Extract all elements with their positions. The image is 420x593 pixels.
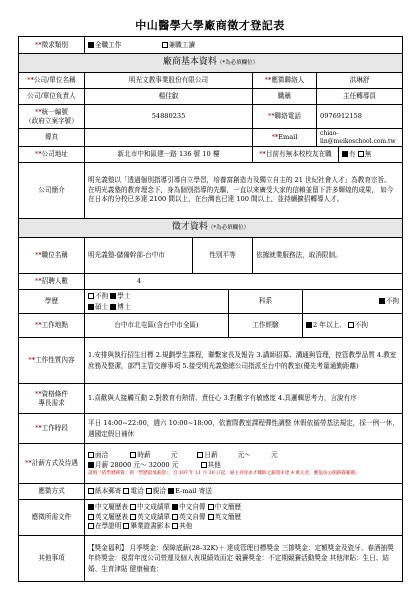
registration-form: [18, 16, 402, 582]
apply-options: [85, 484, 403, 500]
checkbox-icon[interactable]: [88, 488, 94, 494]
checkbox-icon[interactable]: [88, 42, 94, 48]
other-label: 其他事項: [19, 536, 85, 582]
hours-label: **工作時段: [19, 414, 85, 444]
edu-option-master[interactable]: 碩士: [88, 303, 108, 311]
checkbox-icon[interactable]: [130, 504, 136, 510]
location-value[interactable]: 台中市北屯區(含台中市全區): [85, 314, 229, 338]
checkbox-icon[interactable]: [88, 504, 94, 510]
apply-option-mail[interactable]: 紙本郵寄: [88, 487, 121, 495]
edu-option-phd[interactable]: 博士: [110, 303, 130, 311]
doc-cn-autobio[interactable]: 中文自傳: [172, 503, 205, 511]
taxid-value[interactable]: 54880235: [85, 105, 253, 129]
alumni-option-no[interactable]: 無: [358, 150, 372, 158]
checkbox-icon[interactable]: [342, 151, 348, 157]
apply-option-email[interactable]: E-mail 寄送: [168, 487, 212, 495]
company-label: **公司/單位名稱: [19, 73, 85, 89]
content-value[interactable]: 1.安排與執行招生目標 2.規劃學生課程，聯繫家長及報告 3.講師招募、溝通與管理，控管教學品質 4.教室庶務及整潔，部門主管交辦事項 5.接受明光義塾總公司指派至台中的教室(優先考量通勤距離): [85, 338, 403, 384]
phone-label: **聯絡電話: [253, 105, 317, 129]
checkbox-icon[interactable]: [130, 452, 136, 458]
dept-options: [303, 290, 403, 314]
checkbox-icon[interactable]: [88, 514, 94, 520]
checkbox-icon[interactable]: [110, 293, 116, 299]
owner-label: 公司/單位負責人: [19, 89, 85, 105]
form-table: [18, 36, 403, 582]
doc-cn-resume[interactable]: 中文履歷表: [88, 503, 128, 511]
checkbox-icon[interactable]: [208, 504, 214, 510]
fax-value[interactable]: [85, 129, 253, 147]
doc-cn-transcript[interactable]: 中文成績單: [130, 503, 170, 511]
other-value[interactable]: 【獎金福利】 月季獎金：保障底薪(28-32K)＋ 達成管理目標獎金 三節獎金：定額獎金及瓷牙、春酒抽獎 年終獎金：視當年度公司營運及個人表現績效而定 競賽獎金：不定期競賽活動獎金 其他津貼：生日、結婚、生育津貼 健康檢查：: [85, 536, 403, 582]
checkbox-icon[interactable]: [123, 523, 129, 529]
edu-label: 學歷: [19, 290, 85, 314]
checkbox-icon[interactable]: [208, 514, 214, 520]
doc-en-autobio[interactable]: 英文自傳: [172, 513, 205, 521]
checkbox-icon[interactable]: [88, 304, 94, 310]
form-title: 中山醫學大學廠商徵才登記表: [135, 19, 285, 32]
checkbox-icon[interactable]: [172, 523, 178, 529]
basic-section-header: 廠商基本資料（*為必填欄位）: [19, 54, 403, 73]
checkbox-icon[interactable]: [172, 514, 178, 520]
category-option-fulltime[interactable]: 全職工作: [88, 41, 121, 49]
category-label: **徵求類別: [19, 37, 85, 54]
checkbox-icon[interactable]: [168, 488, 174, 494]
pay-option-hourly[interactable]: 時薪: [130, 451, 150, 459]
gender-label: 性別平等: [193, 238, 253, 274]
alumni-options: [339, 147, 403, 163]
company-value[interactable]: 明光文教事業股份有限公司: [85, 73, 253, 89]
hours-value[interactable]: 平日 14:00~22:00，週六 10:00~18:00，依實際教室課程彈性調整 休假依循勞基法規定，採一例一休，遇國定假日補休: [85, 414, 403, 444]
dept-option-any[interactable]: 不拘: [379, 297, 399, 305]
pay-options: [85, 444, 403, 484]
checkbox-icon[interactable]: [379, 298, 385, 304]
checkbox-icon[interactable]: [348, 322, 354, 328]
exp-option-any[interactable]: 不拘: [348, 321, 368, 329]
apply-label: 應徵方式: [19, 484, 85, 500]
checkbox-icon[interactable]: [162, 42, 168, 48]
apply-option-phone[interactable]: 電洽: [123, 487, 143, 495]
exp-option-years[interactable]: 2 年以上、: [306, 321, 346, 329]
apply-option-visit[interactable]: 親洽: [146, 487, 166, 495]
checkbox-icon[interactable]: [358, 151, 364, 157]
pay-option-monthly[interactable]: 月薪 28000 元～ 32000 元: [88, 461, 178, 469]
pay-daily-unit: 元～: [237, 450, 251, 459]
checkbox-icon[interactable]: [172, 504, 178, 510]
checkbox-icon[interactable]: [130, 514, 136, 520]
gender-value[interactable]: 依據就業服務法，取消限制。: [253, 238, 403, 274]
count-label: **招聘人數: [19, 274, 85, 290]
exp-label: 工作經驗: [229, 314, 303, 338]
category-options: [85, 37, 403, 54]
intro-value[interactable]: 明光義塾以「透過個別指導引導自立學習，培養富創造力及獨立自主的 21 世紀社會人才」為教育宗旨。 在明光義塾的教育理念下，身為個別指導的先驅，一直以來廣受大家的信賴並留下許多輝煌的成果， 如今在日本的分校已多達 2100 間以上，在台灣也已達 100 間以上，並持續擴招轉導人才。: [85, 163, 403, 219]
pay-daily-unit-end: 元: [271, 450, 278, 459]
job-title-label: **職位名稱: [19, 238, 85, 274]
edu-option-any[interactable]: 不拘: [88, 292, 108, 300]
doc-en-resume[interactable]: 英文履歷表: [88, 513, 128, 521]
checkbox-icon[interactable]: [88, 452, 94, 458]
doc-diploma[interactable]: 畢業證書影本: [123, 522, 170, 530]
checkbox-icon[interactable]: [123, 488, 129, 494]
checkbox-icon[interactable]: [201, 462, 207, 468]
owner-value[interactable]: 楊佳叡: [85, 89, 253, 105]
checkbox-icon[interactable]: [306, 322, 312, 328]
checkbox-icon[interactable]: [146, 488, 152, 494]
pay-option-other[interactable]: 其他: [201, 461, 221, 469]
doc-en-brief[interactable]: 英文簡歷: [208, 513, 241, 521]
contact-value[interactable]: 洪琳舒: [317, 73, 403, 89]
address-value[interactable]: 新北市中和區建一路 136 號 10 樓: [85, 147, 253, 163]
checkbox-icon[interactable]: [110, 304, 116, 310]
edu-option-bachelor[interactable]: 學士: [110, 292, 130, 300]
pay-option-daily[interactable]: 日薪: [197, 451, 217, 459]
taxid-label: **統一編號 （政府立案字號）: [19, 105, 85, 129]
count-value[interactable]: 4: [85, 274, 403, 290]
exp-options: [303, 314, 403, 338]
qual-value[interactable]: 1.喜歡與人接觸互動 2.對教育有熱情、責任心 3.對數字有敏感度 4.具邏輯思考力，言說有序: [85, 384, 403, 414]
address-label: **公司地址: [19, 147, 85, 163]
docs-label: 應徵所需文件: [19, 500, 85, 536]
alumni-label: **目前有無本校校友在職: [253, 147, 339, 163]
doc-en-transcript[interactable]: 英文成績單: [130, 513, 170, 521]
qual-label: **資格條件 專長需求: [19, 384, 85, 414]
pay-hourly-unit: 元: [170, 450, 178, 459]
email-value[interactable]: chiao-lin@meikoschool.com.tw: [317, 129, 403, 147]
doc-enrollment[interactable]: 在學證明: [88, 522, 121, 530]
checkbox-icon[interactable]: [197, 452, 203, 458]
checkbox-icon[interactable]: [88, 293, 94, 299]
doc-other[interactable]: 其他: [172, 522, 192, 530]
checkbox-icon[interactable]: [88, 523, 94, 529]
position-label: 職稱: [253, 89, 317, 105]
checkbox-icon[interactable]: [88, 462, 94, 468]
dept-label: 科系: [229, 290, 303, 314]
intro-label: 公司簡介: [19, 163, 85, 219]
docs-options: [85, 500, 403, 536]
alumni-option-yes[interactable]: 有: [342, 150, 356, 158]
position-value[interactable]: 主任轉導員: [317, 89, 403, 105]
job-title-value[interactable]: 明光義塾-儲備幹部-台中市: [85, 238, 193, 274]
phone-value[interactable]: 0976912158: [317, 105, 403, 129]
doc-cn-brief[interactable]: 中文簡歷: [208, 503, 241, 511]
location-label: **工作地點: [19, 314, 85, 338]
email-label: **Email: [253, 129, 317, 147]
pay-label: **計薪方式及待遇: [19, 444, 85, 484]
pay-option-negotiable[interactable]: 面洽: [88, 451, 108, 459]
content-label: **工作性質內容: [19, 338, 85, 384]
job-section-header: 徵才資料（*為必填欄位）: [19, 219, 403, 238]
edu-options: [85, 290, 229, 314]
category-option-parttime[interactable]: 兼職工讀: [162, 41, 195, 49]
contact-label: **應徵聯絡人: [253, 73, 317, 89]
fax-label: 傳真: [19, 129, 85, 147]
pay-note: 請填「依學歷薪資」與「學歷最低薪資」，自 107 年 11 月 30 日起，雇主刊登求才職缺之薪資未達 4 萬元者，應依法公開薪資範圍。: [88, 470, 360, 476]
